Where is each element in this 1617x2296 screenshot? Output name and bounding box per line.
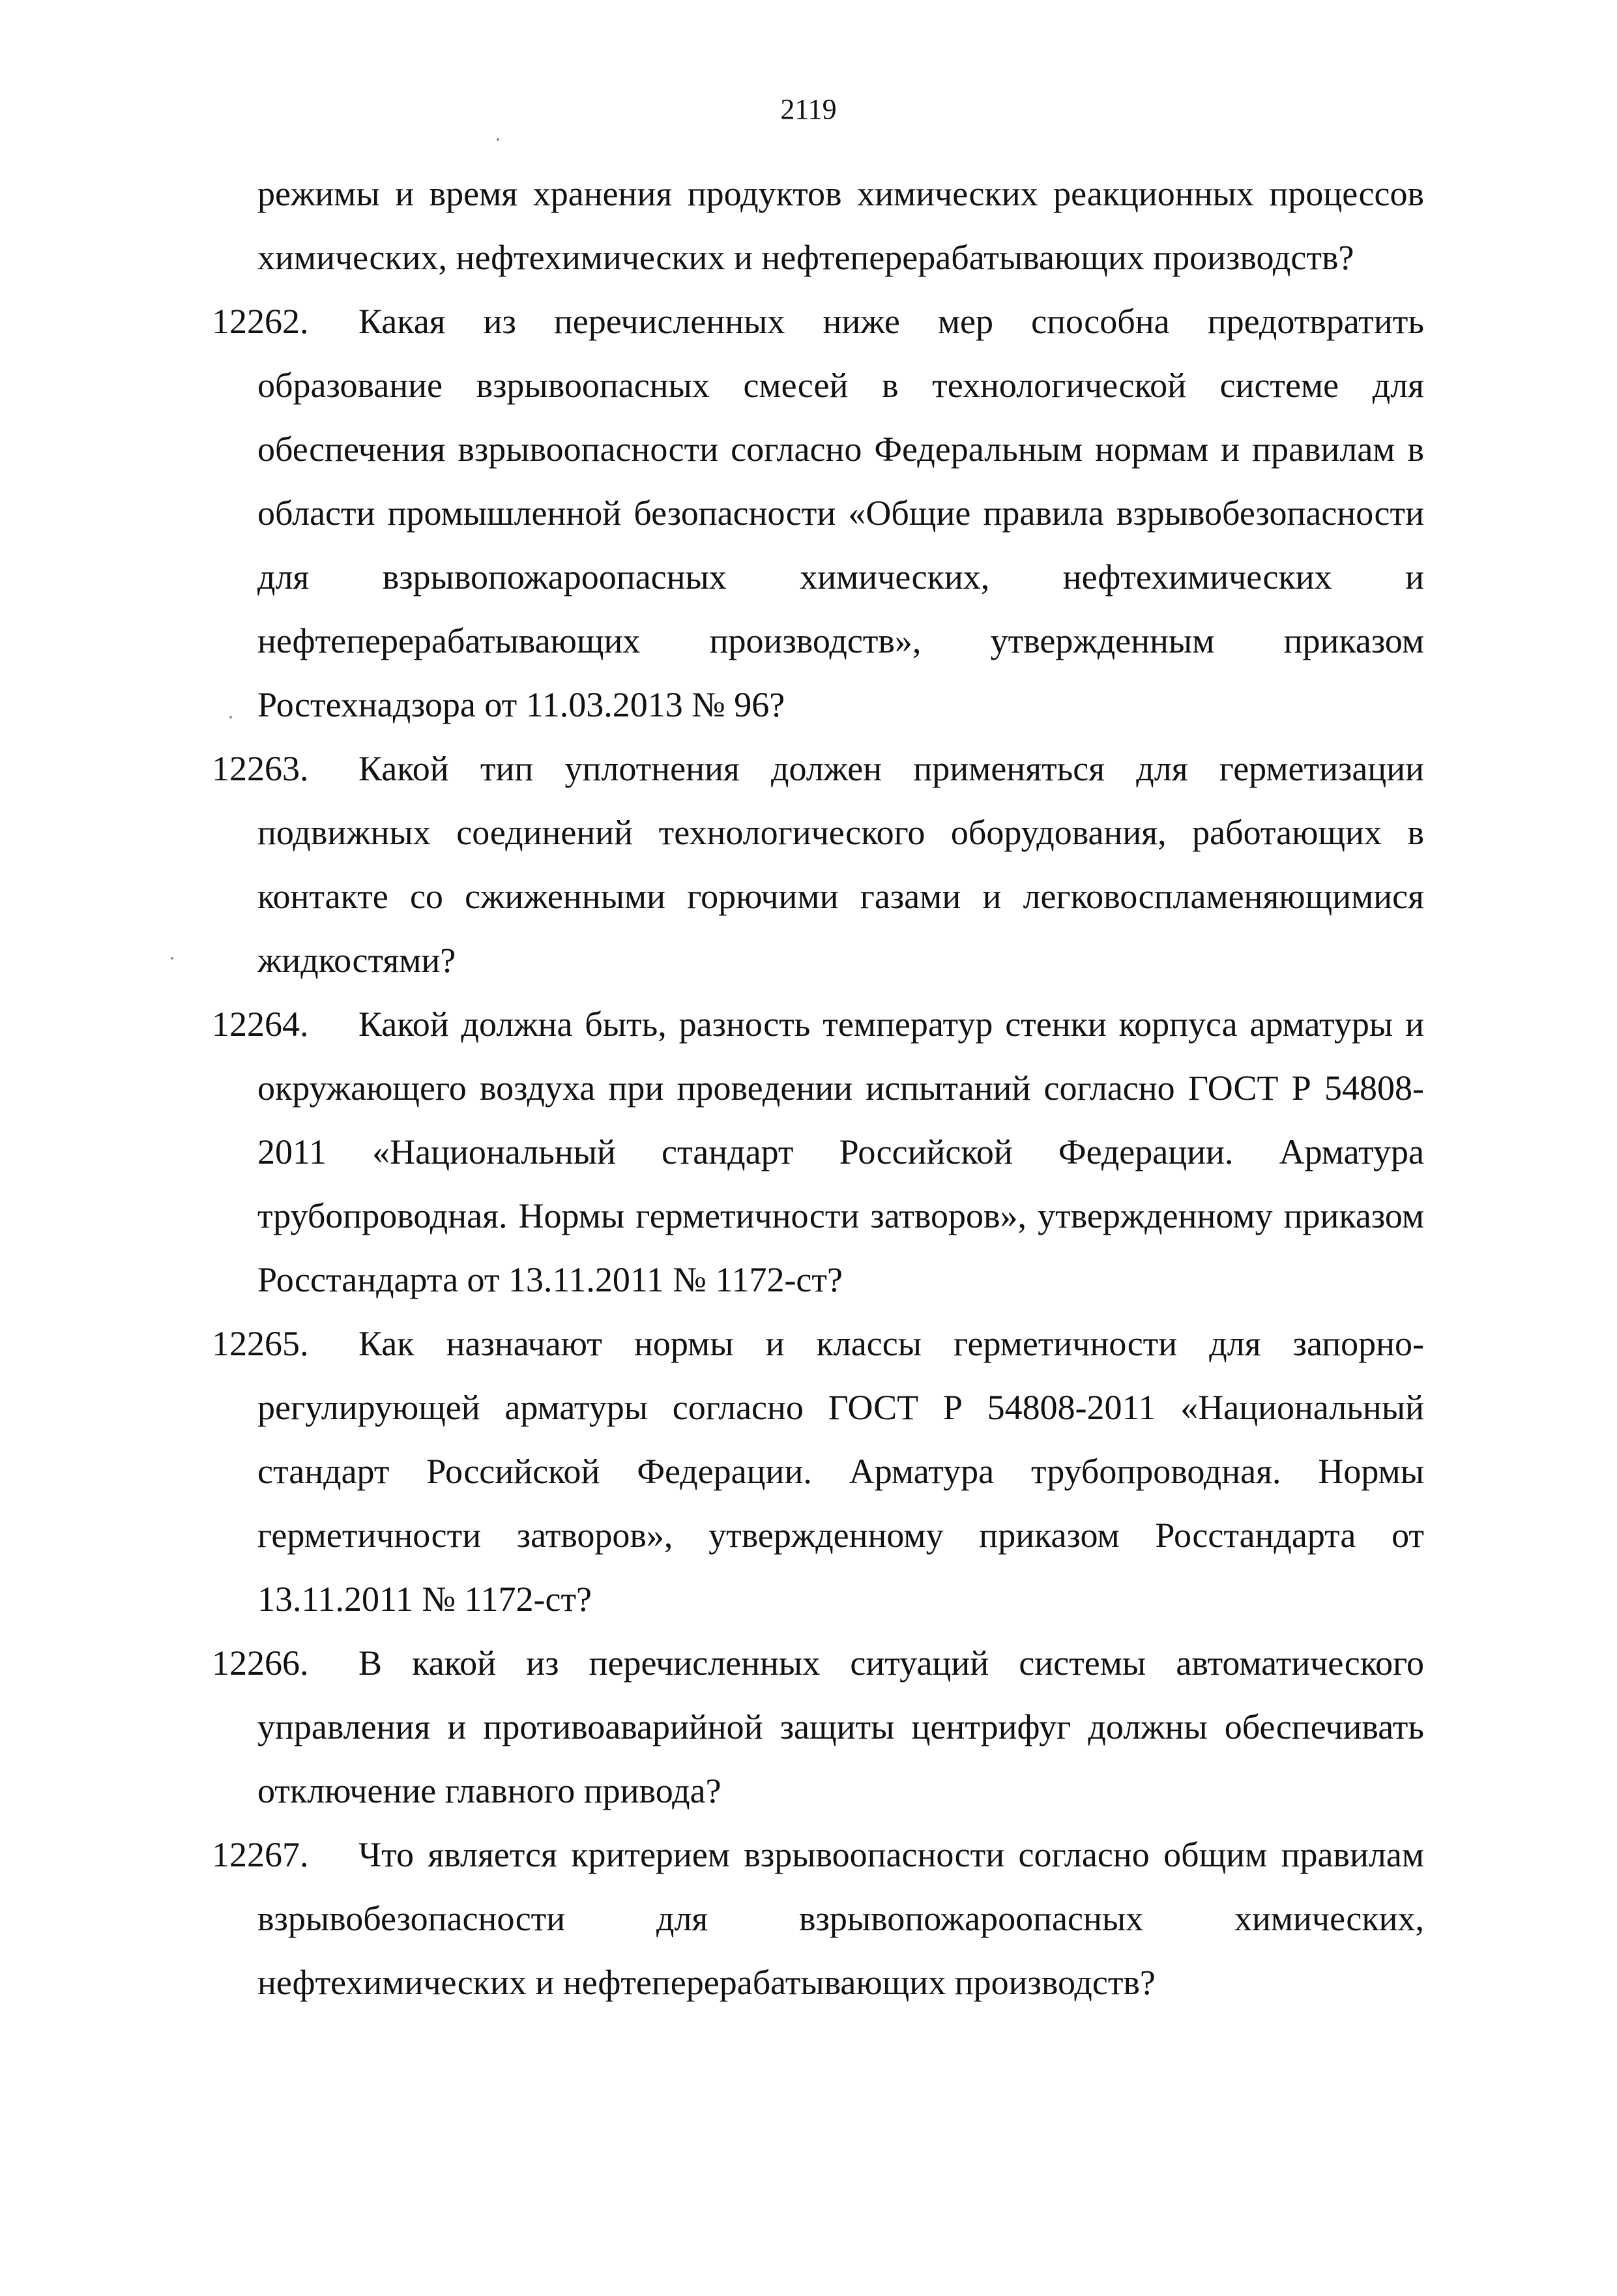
question-item xyxy=(212,1823,1424,2014)
scan-speck xyxy=(171,957,173,960)
continuation-paragraph: режимы и время хранения продуктов химических реакционных процессов химических, нефтехимических и нефтеперерабатывающих производств? xyxy=(257,174,1424,277)
question-number: 12267. xyxy=(212,1835,309,1874)
scan-speck xyxy=(497,138,499,141)
document-body xyxy=(212,162,1424,2014)
question-number: 12265. xyxy=(212,1324,309,1363)
question-number: 12264. xyxy=(212,1005,309,1044)
question-item xyxy=(212,1631,1424,1823)
question-item xyxy=(212,992,1424,1312)
scan-speck xyxy=(229,716,232,718)
question-item xyxy=(212,1312,1424,1631)
question-number: 12262. xyxy=(212,302,309,341)
question-number: 12263. xyxy=(212,749,309,788)
question-text: Что является критерием взрывоопасности согласно общим правилам взрывобезопасности для взрывопожароопасных химических, нефтехимических и нефтеперерабатывающих производств? xyxy=(257,1835,1424,2002)
question-item xyxy=(212,737,1424,992)
question-text: Какая из перечисленных ниже мер способна предотвратить образование взрывоопасных смесей в технологической системе для обеспечения взрывоопасности согласно Федеральным нормам и правилам в области промышленной безопасности «Общие правила взрывобезопасности для взрывопожароопасных химических, нефтехимических и нефтеперерабатывающих производств», утвержденным приказом Ростехнадзора от 11.03.2013 № 96? xyxy=(257,302,1424,724)
question-item xyxy=(212,289,1424,737)
question-number: 12266. xyxy=(212,1643,309,1683)
question-text: Какой тип уплотнения должен применяться для герметизации подвижных соединений технологического оборудования, работающих в контакте со сжиженными горючими газами и легковоспламеняющимися жидкостями? xyxy=(257,749,1424,980)
page-number: 2119 xyxy=(780,93,837,125)
question-text: Как назначают нормы и классы герметичности для запорно-регулирующей арматуры согласно ГОСТ Р 54808-2011 «Национальный стандарт Российской Федерации. Арматура трубопроводная. Нормы герметичности затворов», утвержденному приказом Росстандарта от 13.11.2011 № 1172-ст? xyxy=(257,1324,1424,1619)
question-text: Какой должна быть, разность температур стенки корпуса арматуры и окружающего воздуха при проведении испытаний согласно ГОСТ Р 54808-2011 «Национальный стандарт Российской Федерации. Арматура трубопроводная. Нормы герметичности затворов», утвержденному приказом Росстандарта от 13.11.2011 № 1172-ст? xyxy=(257,1005,1424,1299)
question-text: В какой из перечисленных ситуаций системы автоматического управления и противоаварийной защиты центрифуг должны обеспечивать отключение главного привода? xyxy=(257,1643,1424,1810)
